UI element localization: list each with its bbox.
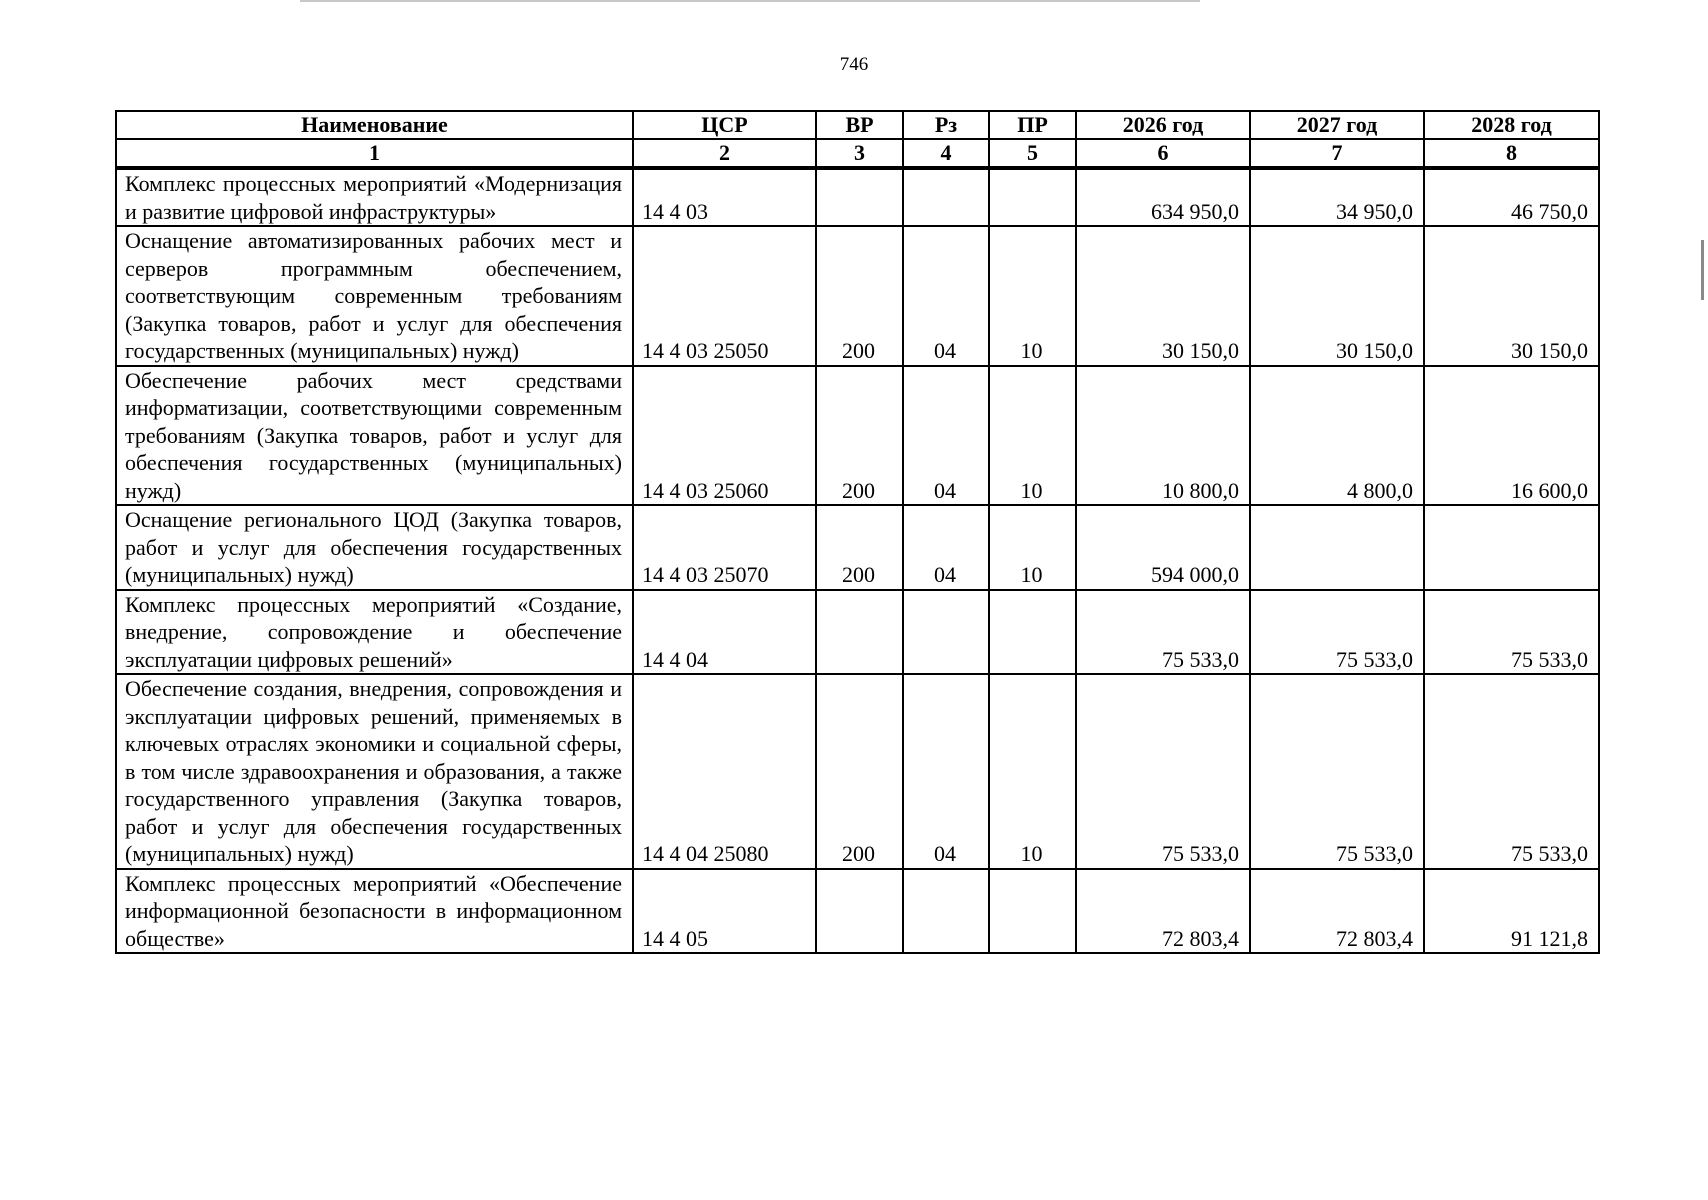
header-csr: ЦСР bbox=[633, 111, 816, 139]
row-vr: 200 bbox=[816, 226, 903, 366]
row-2028: 46 750,0 bbox=[1424, 168, 1599, 226]
row-2027: 34 950,0 bbox=[1250, 168, 1424, 226]
row-csr: 14 4 05 bbox=[633, 869, 816, 954]
row-2027: 72 803,4 bbox=[1250, 869, 1424, 954]
row-2027: 30 150,0 bbox=[1250, 226, 1424, 366]
row-csr: 14 4 04 25080 bbox=[633, 674, 816, 869]
row-vr bbox=[816, 168, 903, 226]
table-row bbox=[116, 505, 1599, 590]
row-csr: 14 4 03 25060 bbox=[633, 366, 816, 506]
table-row bbox=[116, 168, 1599, 226]
header-2026: 2026 год bbox=[1076, 111, 1250, 139]
row-rz bbox=[903, 869, 989, 954]
row-csr: 14 4 03 25070 bbox=[633, 505, 816, 590]
column-number: 3 bbox=[816, 139, 903, 168]
table-row bbox=[116, 590, 1599, 675]
row-2026: 594 000,0 bbox=[1076, 505, 1250, 590]
row-2026: 30 150,0 bbox=[1076, 226, 1250, 366]
row-2027: 4 800,0 bbox=[1250, 366, 1424, 506]
row-name: Обеспечение рабочих мест средствами информатизации, соответствующими современным требованиям (Закупка товаров, работ и услуг для обеспечения государственных (муниципальных) нужд) bbox=[116, 366, 633, 506]
row-2026: 10 800,0 bbox=[1076, 366, 1250, 506]
row-name: Комплекс процессных мероприятий «Обеспечение информационной безопасности в информационном обществе» bbox=[116, 869, 633, 954]
header-2027: 2027 год bbox=[1250, 111, 1424, 139]
table-body bbox=[116, 168, 1599, 953]
column-number-row bbox=[116, 139, 1599, 168]
row-name: Оснащение регионального ЦОД (Закупка товаров, работ и услуг для обеспечения государственных (муниципальных) нужд) bbox=[116, 505, 633, 590]
row-vr bbox=[816, 869, 903, 954]
row-csr: 14 4 03 bbox=[633, 168, 816, 226]
row-pr bbox=[989, 590, 1076, 675]
row-pr: 10 bbox=[989, 366, 1076, 506]
page-number: 746 bbox=[839, 54, 869, 75]
row-csr: 14 4 03 25050 bbox=[633, 226, 816, 366]
row-2026: 634 950,0 bbox=[1076, 168, 1250, 226]
row-2028: 75 533,0 bbox=[1424, 590, 1599, 675]
table-row bbox=[116, 366, 1599, 506]
column-number: 8 bbox=[1424, 139, 1599, 168]
header-rz: Рз bbox=[903, 111, 989, 139]
row-2026: 75 533,0 bbox=[1076, 674, 1250, 869]
row-2028: 16 600,0 bbox=[1424, 366, 1599, 506]
row-rz bbox=[903, 168, 989, 226]
scan-artifact-right-edge bbox=[1701, 240, 1704, 300]
row-vr: 200 bbox=[816, 674, 903, 869]
row-rz: 04 bbox=[903, 366, 989, 506]
header-pr: ПР bbox=[989, 111, 1076, 139]
row-rz: 04 bbox=[903, 674, 989, 869]
header-2028: 2028 год bbox=[1424, 111, 1599, 139]
row-pr: 10 bbox=[989, 226, 1076, 366]
budget-table bbox=[115, 110, 1600, 954]
row-rz bbox=[903, 590, 989, 675]
row-2027: 75 533,0 bbox=[1250, 590, 1424, 675]
row-2028 bbox=[1424, 505, 1599, 590]
row-2027 bbox=[1250, 505, 1424, 590]
row-2028: 75 533,0 bbox=[1424, 674, 1599, 869]
column-number: 4 bbox=[903, 139, 989, 168]
column-number: 1 bbox=[116, 139, 633, 168]
table-row bbox=[116, 674, 1599, 869]
row-vr bbox=[816, 590, 903, 675]
row-pr bbox=[989, 869, 1076, 954]
row-csr: 14 4 04 bbox=[633, 590, 816, 675]
header-vr: ВР bbox=[816, 111, 903, 139]
column-number: 5 bbox=[989, 139, 1076, 168]
row-2026: 72 803,4 bbox=[1076, 869, 1250, 954]
row-name: Комплекс процессных мероприятий «Создание, внедрение, сопровождение и обеспечение эксплуатации цифровых решений» bbox=[116, 590, 633, 675]
table-row bbox=[116, 869, 1599, 954]
row-rz: 04 bbox=[903, 505, 989, 590]
row-vr: 200 bbox=[816, 366, 903, 506]
header-name: Наименование bbox=[116, 111, 633, 139]
row-vr: 200 bbox=[816, 505, 903, 590]
table-header bbox=[116, 111, 1599, 168]
row-2027: 75 533,0 bbox=[1250, 674, 1424, 869]
row-rz: 04 bbox=[903, 226, 989, 366]
row-name: Обеспечение создания, внедрения, сопровождения и эксплуатации цифровых решений, применяемых в ключевых отраслях экономики и социальной сферы, в том числе здравоохранения и образования, а также государственного управления (Закупка товаров, работ и услуг для обеспечения государственных (муниципальных) нужд) bbox=[116, 674, 633, 869]
table-row bbox=[116, 226, 1599, 366]
column-number: 2 bbox=[633, 139, 816, 168]
scan-artifact-top-line bbox=[300, 0, 1200, 2]
header-row bbox=[116, 111, 1599, 139]
row-pr: 10 bbox=[989, 674, 1076, 869]
row-name: Оснащение автоматизированных рабочих мест и серверов программным обеспечением, соответствующим современным требованиям (Закупка товаров, работ и услуг для обеспечения государственных (муниципальных) нужд) bbox=[116, 226, 633, 366]
column-number: 6 bbox=[1076, 139, 1250, 168]
row-pr bbox=[989, 168, 1076, 226]
column-number: 7 bbox=[1250, 139, 1424, 168]
row-2028: 91 121,8 bbox=[1424, 869, 1599, 954]
row-2026: 75 533,0 bbox=[1076, 590, 1250, 675]
row-name: Комплекс процессных мероприятий «Модернизация и развитие цифровой инфраструктуры» bbox=[116, 168, 633, 226]
row-pr: 10 bbox=[989, 505, 1076, 590]
row-2028: 30 150,0 bbox=[1424, 226, 1599, 366]
